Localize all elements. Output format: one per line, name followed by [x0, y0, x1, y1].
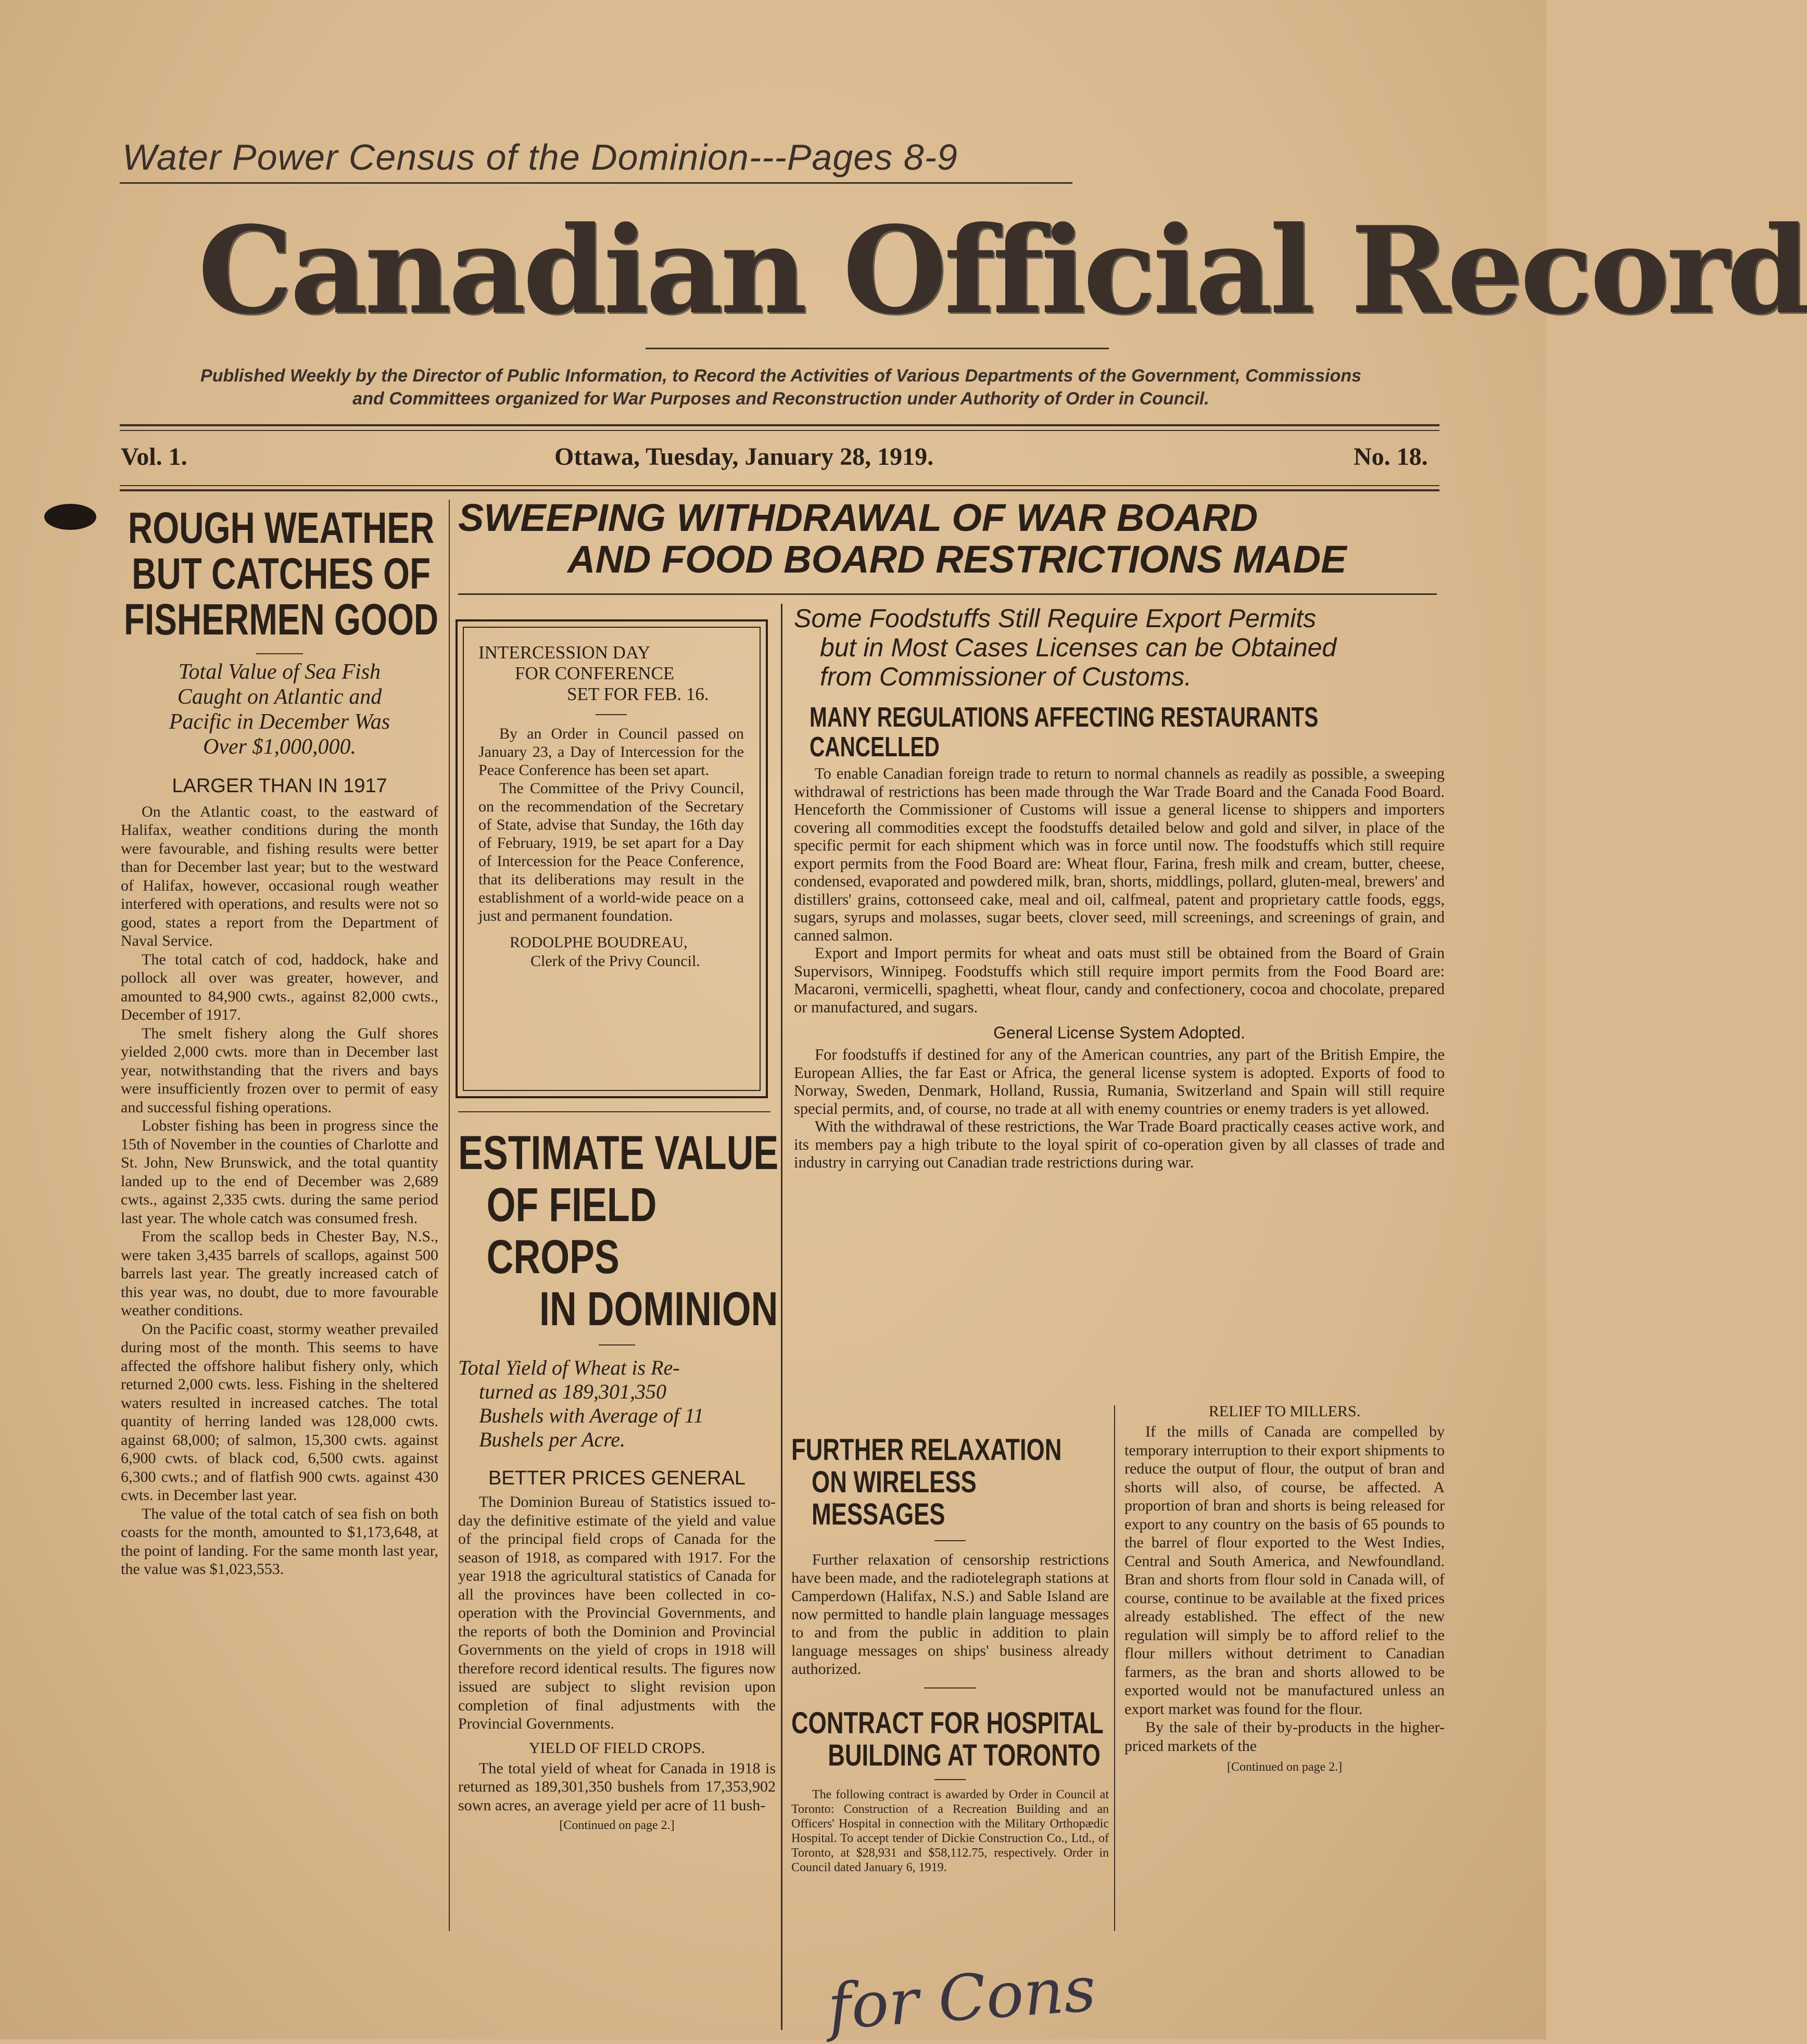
- masthead-rule: [646, 348, 1109, 349]
- paragraph: On the Atlantic coast, to the eastward of Halifax, weather conditions during the month were favourable, and fishing results were better than for December last year; but to the westward of Halifax, however, occasional rough weather interfered with operations, and results were not so good, states a report from the Department of Naval Service.: [121, 803, 438, 950]
- headline-dash: [934, 1779, 966, 1780]
- intercession-body: [478, 725, 744, 925]
- paragraph: By the sale of their by-products in the higher-priced markets of the: [1124, 1719, 1445, 1755]
- deck-line: but in Most Cases Licenses can be Obtained: [820, 633, 1337, 662]
- wireless-headline: [791, 1434, 1112, 1531]
- ink-blot: [44, 504, 96, 530]
- crops-deck: [458, 1356, 776, 1452]
- deck-line: Some Foodstuffs Still Require Export Permits: [794, 604, 1317, 633]
- paragraph: To enable Canadian foreign trade to return to normal channels as readily as possible, a sweeping withdrawal of restrictions has been made through the War Trade Board and the Canada Food Board. Henceforth the Commissioner of Customs will issue a general license to shippers and importers covering all commodities except the foodstuffs detailed below and gold and silver, in place of the specific permit for each shipment which was in force until now. The foodstuffs which still require export permits from the Food Board are: Wheat flour, Farina, fresh milk and cream, butter, cheese, condensed, evaporated and powdered milk, bran, shorts, middlings, pollard, gluten-meal, brewers' and distillers' grains, cottonseed cake, meal and oil, calfmeal, patent and proprietary cattle foods, eggs, sugars, syrups and molasses, sugar beets, clover seed, mill screenings, and screenings of grain, and canned salmon.: [794, 765, 1445, 944]
- deck-line: Pacific in December Was: [169, 709, 390, 734]
- deck-line: Bushels per Acre.: [479, 1428, 626, 1451]
- folio-rule-bottom-2: [120, 489, 1439, 491]
- headline-dash: [256, 653, 303, 654]
- intercession-title: [478, 642, 744, 705]
- millers-article: [1124, 1403, 1445, 1774]
- headline-line: BUILDING AT TORONTO: [828, 1738, 1101, 1772]
- paragraph: By an Order in Council passed on January 23, a Day of Intercession for the Peace Conference has been set apart.: [478, 725, 744, 779]
- subtitle-line-2: and Committees organized for War Purposes and Reconstruction under Authority of Order in Council.: [352, 389, 1209, 409]
- paragraph: For foodstuffs if destined for any of the American countries, any part of the British Empire, the European Allies, the far East or Africa, the general license system is adopted. Exports of food to Norway, Sweden, Denmark, Holland, Russia, Rumania, Switzerland and Spain will still require special permits, and, of course, no trade at all with enemy countries or enemy traders is yet allowed.: [794, 1046, 1445, 1118]
- signature-name: RODOLPHE BOUDREAU,: [510, 934, 688, 951]
- signature-title: Clerk of the Privy Council.: [530, 953, 700, 970]
- main-subhead-2: General License System Adopted.: [993, 1023, 1245, 1043]
- dateline: Ottawa, Tuesday, January 28, 1919.: [554, 443, 934, 471]
- deck-line: Over $1,000,000.: [203, 734, 356, 759]
- banner-line: SWEEPING WITHDRAWAL OF WAR BOARD: [458, 496, 1258, 539]
- paragraph: The Committee of the Privy Council, on the recommendation of the Secretary of State, advise that Sunday, the 16th day of February, 1919, be set apart for a Day of Intercession for the Peace Conference, that its deliberations may result in the establishment of a world-wide peace on a just and permanent foundation.: [478, 780, 744, 924]
- hospital-headline: [791, 1707, 1112, 1772]
- title-line: SET FOR FEB. 16.: [567, 684, 709, 704]
- hospital-body: [791, 1787, 1109, 1875]
- deck-line: Bushels with Average of 11: [479, 1404, 704, 1427]
- paragraph: The following contract is awarded by Order in Council at Toronto: Construction of a Recreation Building and an Officers' Hospital in connection with the Military Orthopædic Hospital. To accept tender of Dickie Construction Co., Ltd., of Toronto, at $28,931 and $58,112.75, respectively. Order in Council dated January 6, 1919.: [791, 1788, 1109, 1874]
- crops-body: [458, 1493, 776, 1733]
- crops-subhead-2: YIELD OF FIELD CROPS.: [528, 1739, 705, 1757]
- fisheries-body: [121, 803, 438, 1579]
- volume-label: Vol. 1.: [121, 443, 187, 471]
- headline-line: OF FIELD CROPS: [486, 1178, 657, 1284]
- fisheries-article: [121, 505, 438, 1579]
- paragraph: With the withdrawal of these restrictions, the War Trade Board practically ceases active work, and its members pay a high tribute to the loyal spirit of co-operation given by all classes of trade and industry in carrying out Canadian trade restrictions during war.: [794, 1118, 1445, 1172]
- headline-line: ESTIMATE VALUE: [458, 1126, 779, 1179]
- crops-article: [458, 1126, 779, 1833]
- folio-rule-top-2: [120, 430, 1439, 431]
- fisheries-subhead: LARGER THAN IN 1917: [172, 775, 387, 797]
- deck-line: from Commissioner of Customs.: [820, 662, 1192, 691]
- box-under-rule: [458, 1111, 770, 1112]
- intercession-box: [456, 619, 768, 1098]
- issue-number: No. 18.: [1354, 443, 1428, 471]
- headline-line: CONTRACT FOR HOSPITAL: [791, 1706, 1104, 1740]
- banner-line: AND FOOD BOARD RESTRICTIONS MADE: [567, 538, 1347, 581]
- millers-body: [1124, 1423, 1445, 1755]
- headline-line: ROUGH WEATHER: [128, 503, 435, 552]
- column-rule-3: [1114, 1405, 1115, 1931]
- subtitle-line-1: Published Weekly by the Director of Public Information, to Record the Activities of Various Departments of the Government, Commissions: [200, 366, 1361, 386]
- paragraph: From the scallop beds in Chester Bay, N.S., were taken 3,435 barrels of scallops, against 500 barrels last year. The greatly increased catch of this year was, no doubt, due to more favourable weather conditions.: [121, 1228, 438, 1319]
- headline-line: IN DOMINION: [539, 1283, 778, 1336]
- publication-subtitle: [115, 364, 1447, 410]
- millers-continued: [Continued on page 2.]: [1227, 1760, 1343, 1774]
- paragraph: The total catch of cod, haddock, hake and pollock all over was greater, however, and amounted to 84,900 cwts., against 82,000 cwts., December of 1917.: [121, 950, 438, 1024]
- crops-continued: [Continued on page 2.]: [559, 1819, 675, 1832]
- wireless-body: [791, 1551, 1109, 1678]
- deck-line: Total Yield of Wheat is Re-: [458, 1356, 680, 1379]
- title-line: INTERCESSION DAY: [478, 642, 651, 663]
- paragraph: The Dominion Bureau of Statistics issued to-day the definitive estimate of the yield and value of the principal field crops of Canada for the season of 1918, as compared with 1917. For the year 1918 the agricultural statistics of Canada for all the provinces have been collected in co-operation with the Provincial Governments, and the reports of both the Dominion and Provincial Governments on the yield of crops in 1918 will therefore record identical results. The figures now issued are subject to slight revision upon completion of final adjustments with the Provincial Governments.: [458, 1493, 776, 1732]
- headline-dash: [599, 1344, 635, 1345]
- paragraph: If the mills of Canada are compelled by temporary interruption to their export shipments to reduce the output of flour, the output of bran and shorts will also, of course, be affected. A proportion of bran and shorts is being released for export to any country on the basis of 65 pounds to the barrel of flour exported to the West Indies, Central and South America, and Newfoundland. Bran and shorts from flour sold in Canada will, of course, continue to be available at the fixed prices already established. The effect of the new regulation will simply be to afford relief to the flour millers without detriment to Canadian farmers, as the bran and shorts allowed to be exported would not be manufactured unless an export market was found for the flour.: [1124, 1423, 1445, 1718]
- crops-body-2: [458, 1759, 776, 1815]
- paragraph: The smelt fishery along the Gulf shores yielded 2,000 cwts. more than in December last year, notwithstanding that the rivers and bays were insufficiently frozen over to permit of easy and successful fishing operations.: [121, 1024, 438, 1116]
- deck-line: Caught on Atlantic and: [177, 684, 382, 709]
- column-rule-2: [781, 604, 782, 2030]
- folio-rule-bottom: [120, 485, 1439, 486]
- headline-line: ON WIRELESS MESSAGES: [812, 1465, 977, 1531]
- wireless-article: [791, 1434, 1109, 1698]
- divider: [924, 1687, 976, 1688]
- headline-line: BUT CATCHES OF: [132, 549, 431, 599]
- paragraph: Lobster fishing has been in progress since the 15th of November in the counties of Charlotte and St. John, New Brunswick, and the total quantity landed up to the end of December was 2,689 cwts., against 2,335 cwts. during the same period last year. The whole catch was consumed fresh.: [121, 1117, 438, 1227]
- kicker-rule: [120, 182, 1072, 184]
- hospital-article: [791, 1707, 1109, 1875]
- main-body-2: [794, 1046, 1445, 1172]
- masthead-title: Canadian Official Record: [198, 200, 1807, 341]
- folio-rule-top: [120, 424, 1439, 426]
- main-article: [794, 604, 1445, 1172]
- deck-line: Total Value of Sea Fish: [178, 659, 381, 684]
- banner-headline: [458, 497, 1442, 580]
- headline-line: FURTHER RELAXATION: [791, 1433, 1062, 1467]
- main-subhead: MANY REGULATIONS AFFECTING RESTAURANTS CANCELLED: [810, 702, 1319, 763]
- paragraph: On the Pacific coast, stormy weather prevailed during most of the month. This seems to have affected the offshore halibut fishery only, which returned 2,000 cwts. less. Fishing in the sheltered waters resulted in increased catches. The total quantity of herring landed was 128,000 cwts. against 68,000; of salmon, 15,300 cwts. against 6,900 cwts. of black cod, 6,500 cwts. against 6,300 cwts.; and of flatfish 900 cwts. against 430 cwts. in December last year.: [121, 1320, 438, 1504]
- fisheries-deck: [121, 659, 438, 759]
- crops-headline: [458, 1127, 779, 1335]
- title-dash: [596, 714, 627, 715]
- deck-line: turned as 189,301,350: [479, 1380, 666, 1403]
- paragraph: Further relaxation of censorship restrictions have been made, and the radiotelegraph stations at Camperdown (Halifax, N.S.) and Sable Island are now permitted to handle plain language messages to and from the public in addition to plain language messages on ships' business already authorized.: [791, 1551, 1109, 1678]
- headline-line: FISHERMEN GOOD: [123, 595, 439, 644]
- paragraph: The value of the total catch of sea fish on both coasts for the month, amounted to $1,173,648, at the point of landing. For the same month last year, the value was $1,023,553.: [121, 1505, 438, 1578]
- paragraph: Export and Import permits for wheat and oats must still be obtained from the Board of Grain Supervisors, Winnipeg. Foodstuffs which still require import permits from the Food Board are: Macaroni, vermicelli, spaghetti, wheat flour, candy and confectionery, cocoa and chocolate, prepared or manufactured, and sugars.: [794, 944, 1445, 1016]
- intercession-signature: [478, 933, 744, 971]
- kicker-line: Water Power Census of the Dominion---Pages 8-9: [122, 137, 958, 177]
- paragraph: The total yield of wheat for Canada in 1918 is returned as 189,301,350 bushels from 17,353,902 sown acres, an average yield per acre of 11 bush-: [458, 1759, 776, 1814]
- millers-subhead: RELIEF TO MILLERS.: [1208, 1403, 1361, 1420]
- crops-subhead: BETTER PRICES GENERAL: [488, 1467, 746, 1489]
- column-rule-1: [449, 500, 450, 1931]
- main-body: [794, 765, 1445, 1016]
- fisheries-headline: [121, 505, 441, 643]
- main-deck: [794, 604, 1445, 691]
- headline-dash: [934, 1540, 966, 1541]
- banner-rule: [458, 593, 1437, 595]
- handwritten-note: for Cons: [825, 1953, 1098, 2044]
- title-line: FOR CONFERENCE: [515, 663, 675, 683]
